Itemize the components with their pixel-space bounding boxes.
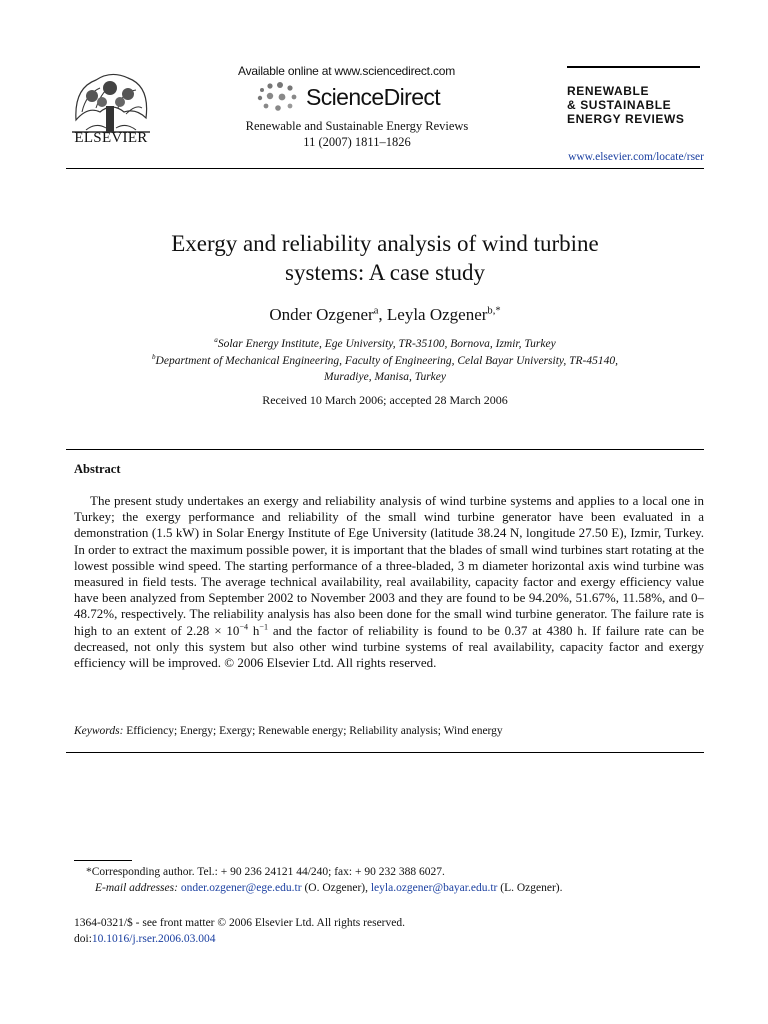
corresponding-author-note: *Corresponding author. Tel.: + 90 236 24121 44/240; fax: + 90 232 388 6027. xyxy=(86,866,445,878)
publisher-name: ELSEVIER xyxy=(74,130,148,146)
abstract-heading: Abstract xyxy=(74,462,121,476)
journal-citation: Renewable and Sustainable Energy Reviews xyxy=(245,119,469,133)
affiliation-mark: a xyxy=(214,336,218,345)
journal-name-line: RENEWABLE xyxy=(567,84,650,98)
affiliation-mark[interactable]: a xyxy=(373,305,379,317)
exponent: −4 xyxy=(239,622,248,632)
email-link[interactable]: onder.ozgener@ege.edu.tr xyxy=(180,882,302,894)
abstract-copyright: © 2006 Elsevier Ltd. All rights reserved. xyxy=(224,655,437,671)
issn-line: 1364-0321/$ - see front matter © 2006 Elsevier Ltd. All rights reserved. xyxy=(74,917,405,929)
affiliation-text: Solar Energy Institute, Ege University, TR-35100, Bornova, Izmir, Turkey xyxy=(217,338,556,350)
issue-citation: 11 (2007) 1811–1826 xyxy=(303,135,411,149)
abstract-body xyxy=(74,493,704,671)
received-dates: Received 10 March 2006; accepted 28 March 2006 xyxy=(262,393,508,407)
abstract-text: and the factor of reliability is found to be 0.37 at 4380 h. If failure rate can be decreased, not only this system but also other wind turbine systems of real availability, capacity factor and exergy efficiency will be improved. xyxy=(74,622,705,671)
doi-link[interactable]: 10.1016/j.rser.2006.03.004 xyxy=(91,933,216,945)
sciencedirect-wordmark: ScienceDirect xyxy=(306,84,441,110)
email-note xyxy=(95,881,715,896)
journal-name-block xyxy=(567,84,707,126)
abstract-top-rule xyxy=(66,449,704,450)
doi-line xyxy=(74,932,704,947)
affiliation-text: Muradiye, Manisa, Turkey xyxy=(323,371,446,383)
availability-line: Available online at www.sciencedirect.com xyxy=(238,64,456,78)
email-owner: (O. Ozgener), xyxy=(301,882,371,894)
keywords-line xyxy=(74,725,704,737)
affiliation-b xyxy=(66,353,704,385)
unit-text: h xyxy=(248,622,260,638)
email-link[interactable]: leyla.ozgener@bayar.edu.tr xyxy=(370,882,498,894)
affiliation-text: Department of Mechanical Engineering, Faculty of Engineering, Celal Bayar University, TR-45140, xyxy=(155,355,619,367)
keywords-list: Efficiency; Energy; Exergy; Renewable energy; Reliability analysis; Wind energy xyxy=(126,725,503,737)
journal-name-line: ENERGY REVIEWS xyxy=(567,112,685,126)
footnote-rule xyxy=(74,860,132,861)
journal-name-line: & SUSTAINABLE xyxy=(567,98,672,112)
title-line: Exergy and reliability analysis of wind turbine xyxy=(171,231,599,256)
doi-label: doi: xyxy=(74,933,92,945)
author-list: Onder Ozgener$^a$, Leyla Ozgener$^{b,*}$ xyxy=(269,305,501,324)
journal-name-rule xyxy=(567,66,700,68)
exponent: −1 xyxy=(259,622,268,632)
abstract-bottom-rule xyxy=(66,752,704,753)
affiliation-mark[interactable]: b,* xyxy=(487,305,501,317)
abstract-text: The present study undertakes an exergy and reliability analysis of wind turbine systems and applies to a local one in Turkey; the exergy performance and reliability of the small wind turbine generator have been evaluated in a demonstration (1.5 kW) in Solar Energy Institute of Ege University (latitude 38.24 N, longitude 27.50 E), Izmir, Turkey. In order to extract the maximum possible power, it is important that the blades of small wind turbines start rotating at the lowest possible wind speed. The starting performance of a three-bladed, 3 m diameter horizontal axis wind turbine was measured in field tests. The average technical availability, real availability, capacity factor and exergy efficiency value have been analyzed from September 2002 to November 2003 and they are found to be 94.20%, 51.67%, 11.58%, and 0–48.72%, respectively. The reliability analysis has also been done for the small wind turbine generator. The failure rate is high to an extent of 2.28 × 10 xyxy=(74,493,704,638)
author-name: Onder Ozgener xyxy=(269,305,374,324)
journal-url-link[interactable]: www.elsevier.com/locate/rser xyxy=(568,151,704,163)
email-owner: (L. Ozgener). xyxy=(497,882,563,894)
article-title xyxy=(66,229,704,287)
title-line: systems: A case study xyxy=(285,260,485,285)
elsevier-tree-logo xyxy=(66,68,156,136)
author-name: Leyla Ozgener xyxy=(386,305,488,324)
affiliation-mark: b xyxy=(151,353,156,362)
keywords-label: Keywords: xyxy=(74,725,124,737)
email-label: E-mail addresses: xyxy=(95,882,178,894)
header-divider xyxy=(66,168,704,169)
affiliation-a xyxy=(66,336,704,352)
